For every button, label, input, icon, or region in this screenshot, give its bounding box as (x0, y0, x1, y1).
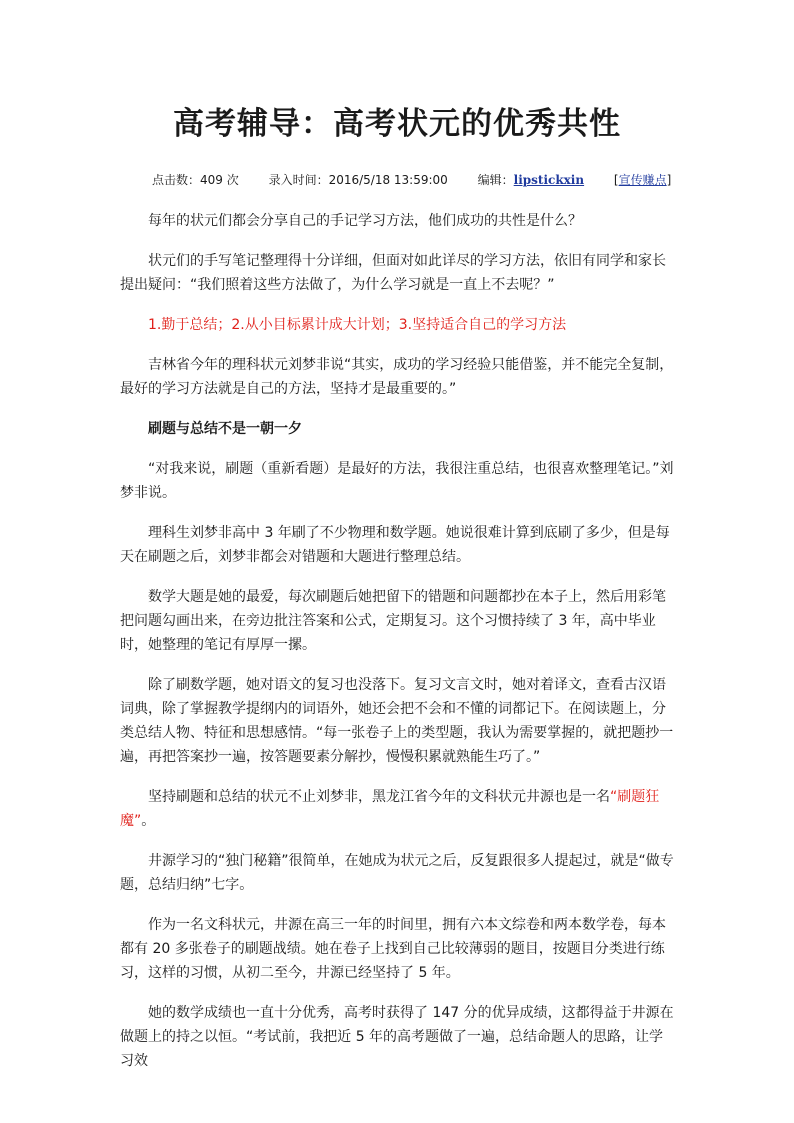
paragraph: 状元们的手写笔记整理得十分详细，但面对如此详尽的学习方法，依旧有同学和家长提出疑问：“我们照着这些方法做了，为什么学习就是一直上不去呢？” (120, 253, 666, 293)
bracket-close: ] (666, 173, 672, 187)
text: 。 (141, 813, 156, 829)
article-body (120, 209, 676, 1089)
paragraph: 井源学习的“独门秘籍”很简单，在她成为状元之后，反复跟很多人提起过，就是“做专题，总结归纳”七字。 (120, 853, 674, 893)
paragraph (120, 785, 676, 833)
paragraph: 除了刷数学题，她对语文的复习也没落下。复习文言文时，她对着译文，查看古汉语词典，除了掌握教学提纲内的词语外，她还会把不会和不懂的词都记下。在阅读题上，分类总结人物、特征和思想感情。“每一张卷子上的类型题，我认为需要掌握的，就把题抄一遍，再把答案抄一遍，按答题要素分解抄，慢慢积累就熟能生巧了。” (120, 677, 674, 765)
click-count: 点击数：409 次 (152, 173, 239, 187)
entry-time: 录入时间：2016/5/18 13:59:00 (268, 173, 448, 187)
highlight-text: “刷题狂魔” (120, 789, 660, 829)
page-title: 高考辅导：高考状元的优秀共性 (173, 106, 621, 142)
paragraph: “对我来说，刷题（重新看题）是最好的方法，我很注重总结，也很喜欢整理笔记。”刘梦非说。 (120, 461, 674, 501)
paragraph: 数学大题是她的最爱，每次刷题后她把留下的错题和问题都抄在本子上，然后用彩笔把问题勾画出来，在旁边批注答案和公式，定期复习。这个习惯持续了 3 年，高中毕业时，她整理的笔记有厚厚一摞。 (120, 589, 666, 653)
article-meta (152, 171, 671, 188)
paragraph: 吉林省今年的理科状元刘梦非说“其实，成功的学习经验只能借鉴，并不能完全复制，最好的学习方法就是自己的方法，坚持才是最重要的。” (120, 357, 674, 397)
editor-label: 编辑： (477, 173, 514, 187)
section-heading: 刷题与总结不是一朝一夕 (148, 421, 302, 437)
share-link[interactable]: 宣传赚点 (618, 173, 667, 187)
share-link-wrapper (614, 173, 671, 187)
bracket-open: [ (613, 173, 619, 187)
paragraph: 理科生刘梦非高中 3 年刷了不少物理和数学题。她说很难计算到底刷了多少，但是每天在刷题之后，刘梦非都会对错题和大题进行整理总结。 (120, 525, 670, 565)
paragraph: 她的数学成绩也一直十分优秀，高考时获得了 147 分的优异成绩，这都得益于井源在做题上的持之以恒。“考试前，我把近 5 年的高考题做了一遍，总结命题人的思路，让学习效 (120, 1005, 674, 1069)
editor-link[interactable]: lipstickxin (513, 173, 585, 187)
paragraph: 作为一名文科状元，井源在高三一年的时间里，拥有六本文综卷和两本数学卷，每本都有 20 多张卷子的刷题战绩。她在卷子上找到自己比较薄弱的题目，按题目分类进行练习，这样的习惯，从初二至今，井源已经坚持了 5 年。 (120, 917, 666, 981)
key-points: 1.勤于总结；2.从小目标累计成大计划；3.坚持适合自己的学习方法 (148, 317, 567, 333)
text: 坚持刷题和总结的状元不止刘梦非，黑龙江省今年的文科状元井源也是一名 (148, 789, 610, 805)
editor (478, 173, 584, 187)
paragraph: 每年的状元们都会分享自己的手记学习方法，他们成功的共性是什么？ (148, 213, 582, 229)
